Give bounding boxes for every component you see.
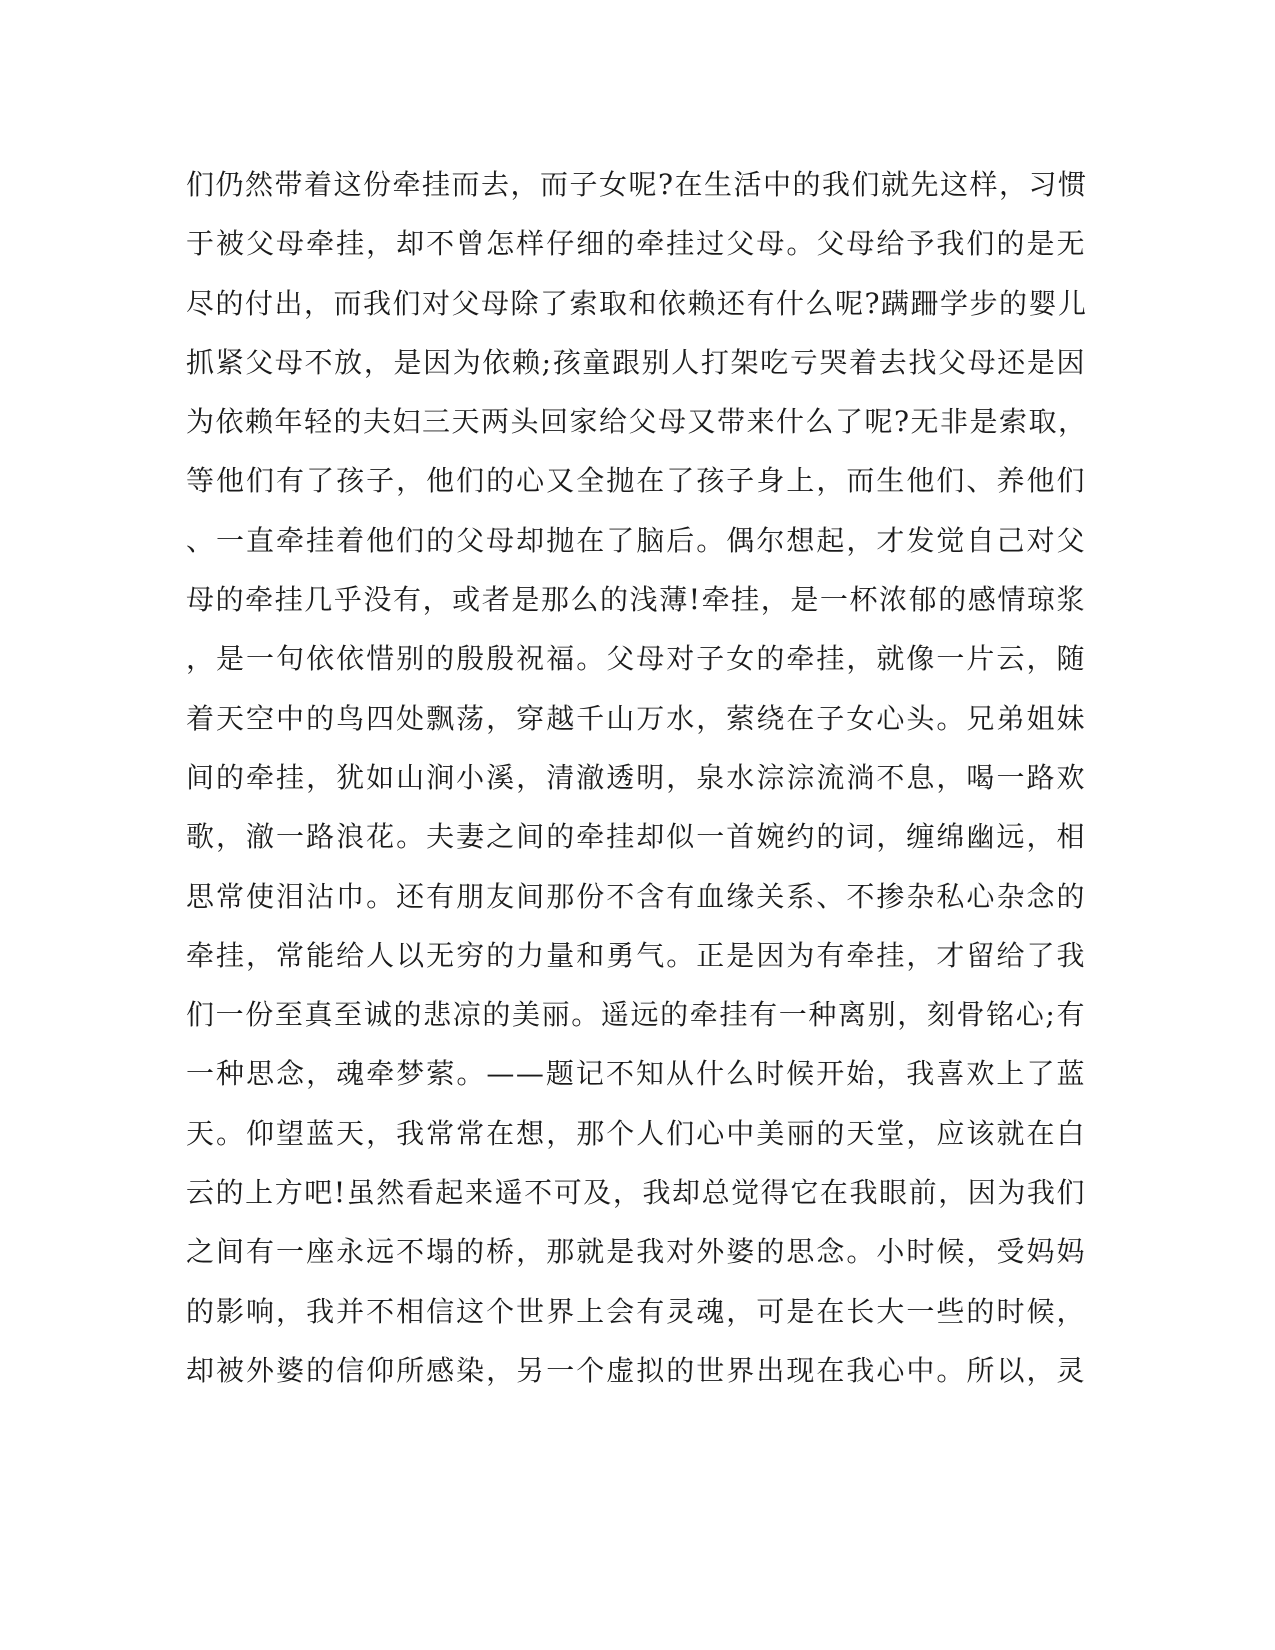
text-line: 于被父母牵挂，却不曾怎样仔细的牵挂过父母。父母给予我们的是无 — [186, 227, 1086, 261]
text-line: 、一直牵挂着他们的父母却抛在了脑后。偶尔想起，才发觉自己对父 — [186, 523, 1086, 557]
text-line: 们一份至真至诚的悲凉的美丽。遥远的牵挂有一种离别，刻骨铭心;有 — [186, 998, 1086, 1032]
text-line: 思常使泪沾巾。还有朋友间那份不含有血缘关系、不掺杂私心杂念的 — [186, 879, 1086, 913]
text-line: 却被外婆的信仰所感染，另一个虚拟的世界出现在我心中。所以，灵 — [186, 1353, 1086, 1387]
body-text — [186, 162, 1086, 1407]
text-line: 抓紧父母不放，是因为依赖;孩童跟别人打架吃亏哭着去找父母还是因 — [186, 345, 1086, 379]
text-line: 之间有一座永远不塌的桥，那就是我对外婆的思念。小时候，受妈妈 — [186, 1235, 1086, 1269]
text-line: 间的牵挂，犹如山涧小溪，清澈透明，泉水淙淙流淌不息，喝一路欢 — [186, 760, 1086, 794]
text-line: ，是一句依依惜别的殷殷祝福。父母对子女的牵挂，就像一片云，随 — [186, 642, 1086, 676]
text-line: 母的牵挂几乎没有，或者是那么的浅薄!牵挂，是一杯浓郁的感情琼浆 — [186, 583, 1086, 617]
text-line: 的影响，我并不相信这个世界上会有灵魂，可是在长大一些的时候， — [186, 1294, 1086, 1328]
text-line: 着天空中的鸟四处飘荡，穿越千山万水，萦绕在子女心头。兄弟姐妹 — [186, 701, 1086, 735]
text-line: 们仍然带着这份牵挂而去，而子女呢?在生活中的我们就先这样，习惯 — [186, 168, 1088, 201]
text-line: 一种思念，魂牵梦萦。——题记不知从什么时候开始，我喜欢上了蓝 — [186, 1057, 1086, 1091]
text-line: 为依赖年轻的夫妇三天两头回家给父母又带来什么了呢?无非是索取， — [186, 405, 1088, 439]
text-line: 牵挂，常能给人以无穷的力量和勇气。正是因为有牵挂，才留给了我 — [186, 938, 1086, 972]
text-line: 尽的付出，而我们对父母除了索取和依赖还有什么呢?蹒跚学步的婴儿 — [186, 286, 1088, 320]
text-line: 等他们有了孩子，他们的心又全抛在了孩子身上，而生他们、养他们 — [186, 464, 1086, 498]
text-line: 天。仰望蓝天，我常常在想，那个人们心中美丽的天堂，应该就在白 — [186, 1116, 1086, 1150]
text-line: 云的上方吧!虽然看起来遥不可及，我却总觉得它在我眼前，因为我们 — [186, 1176, 1086, 1210]
text-line: 歌，澈一路浪花。夫妻之间的牵挂却似一首婉约的词，缠绵幽远，相 — [186, 820, 1086, 854]
